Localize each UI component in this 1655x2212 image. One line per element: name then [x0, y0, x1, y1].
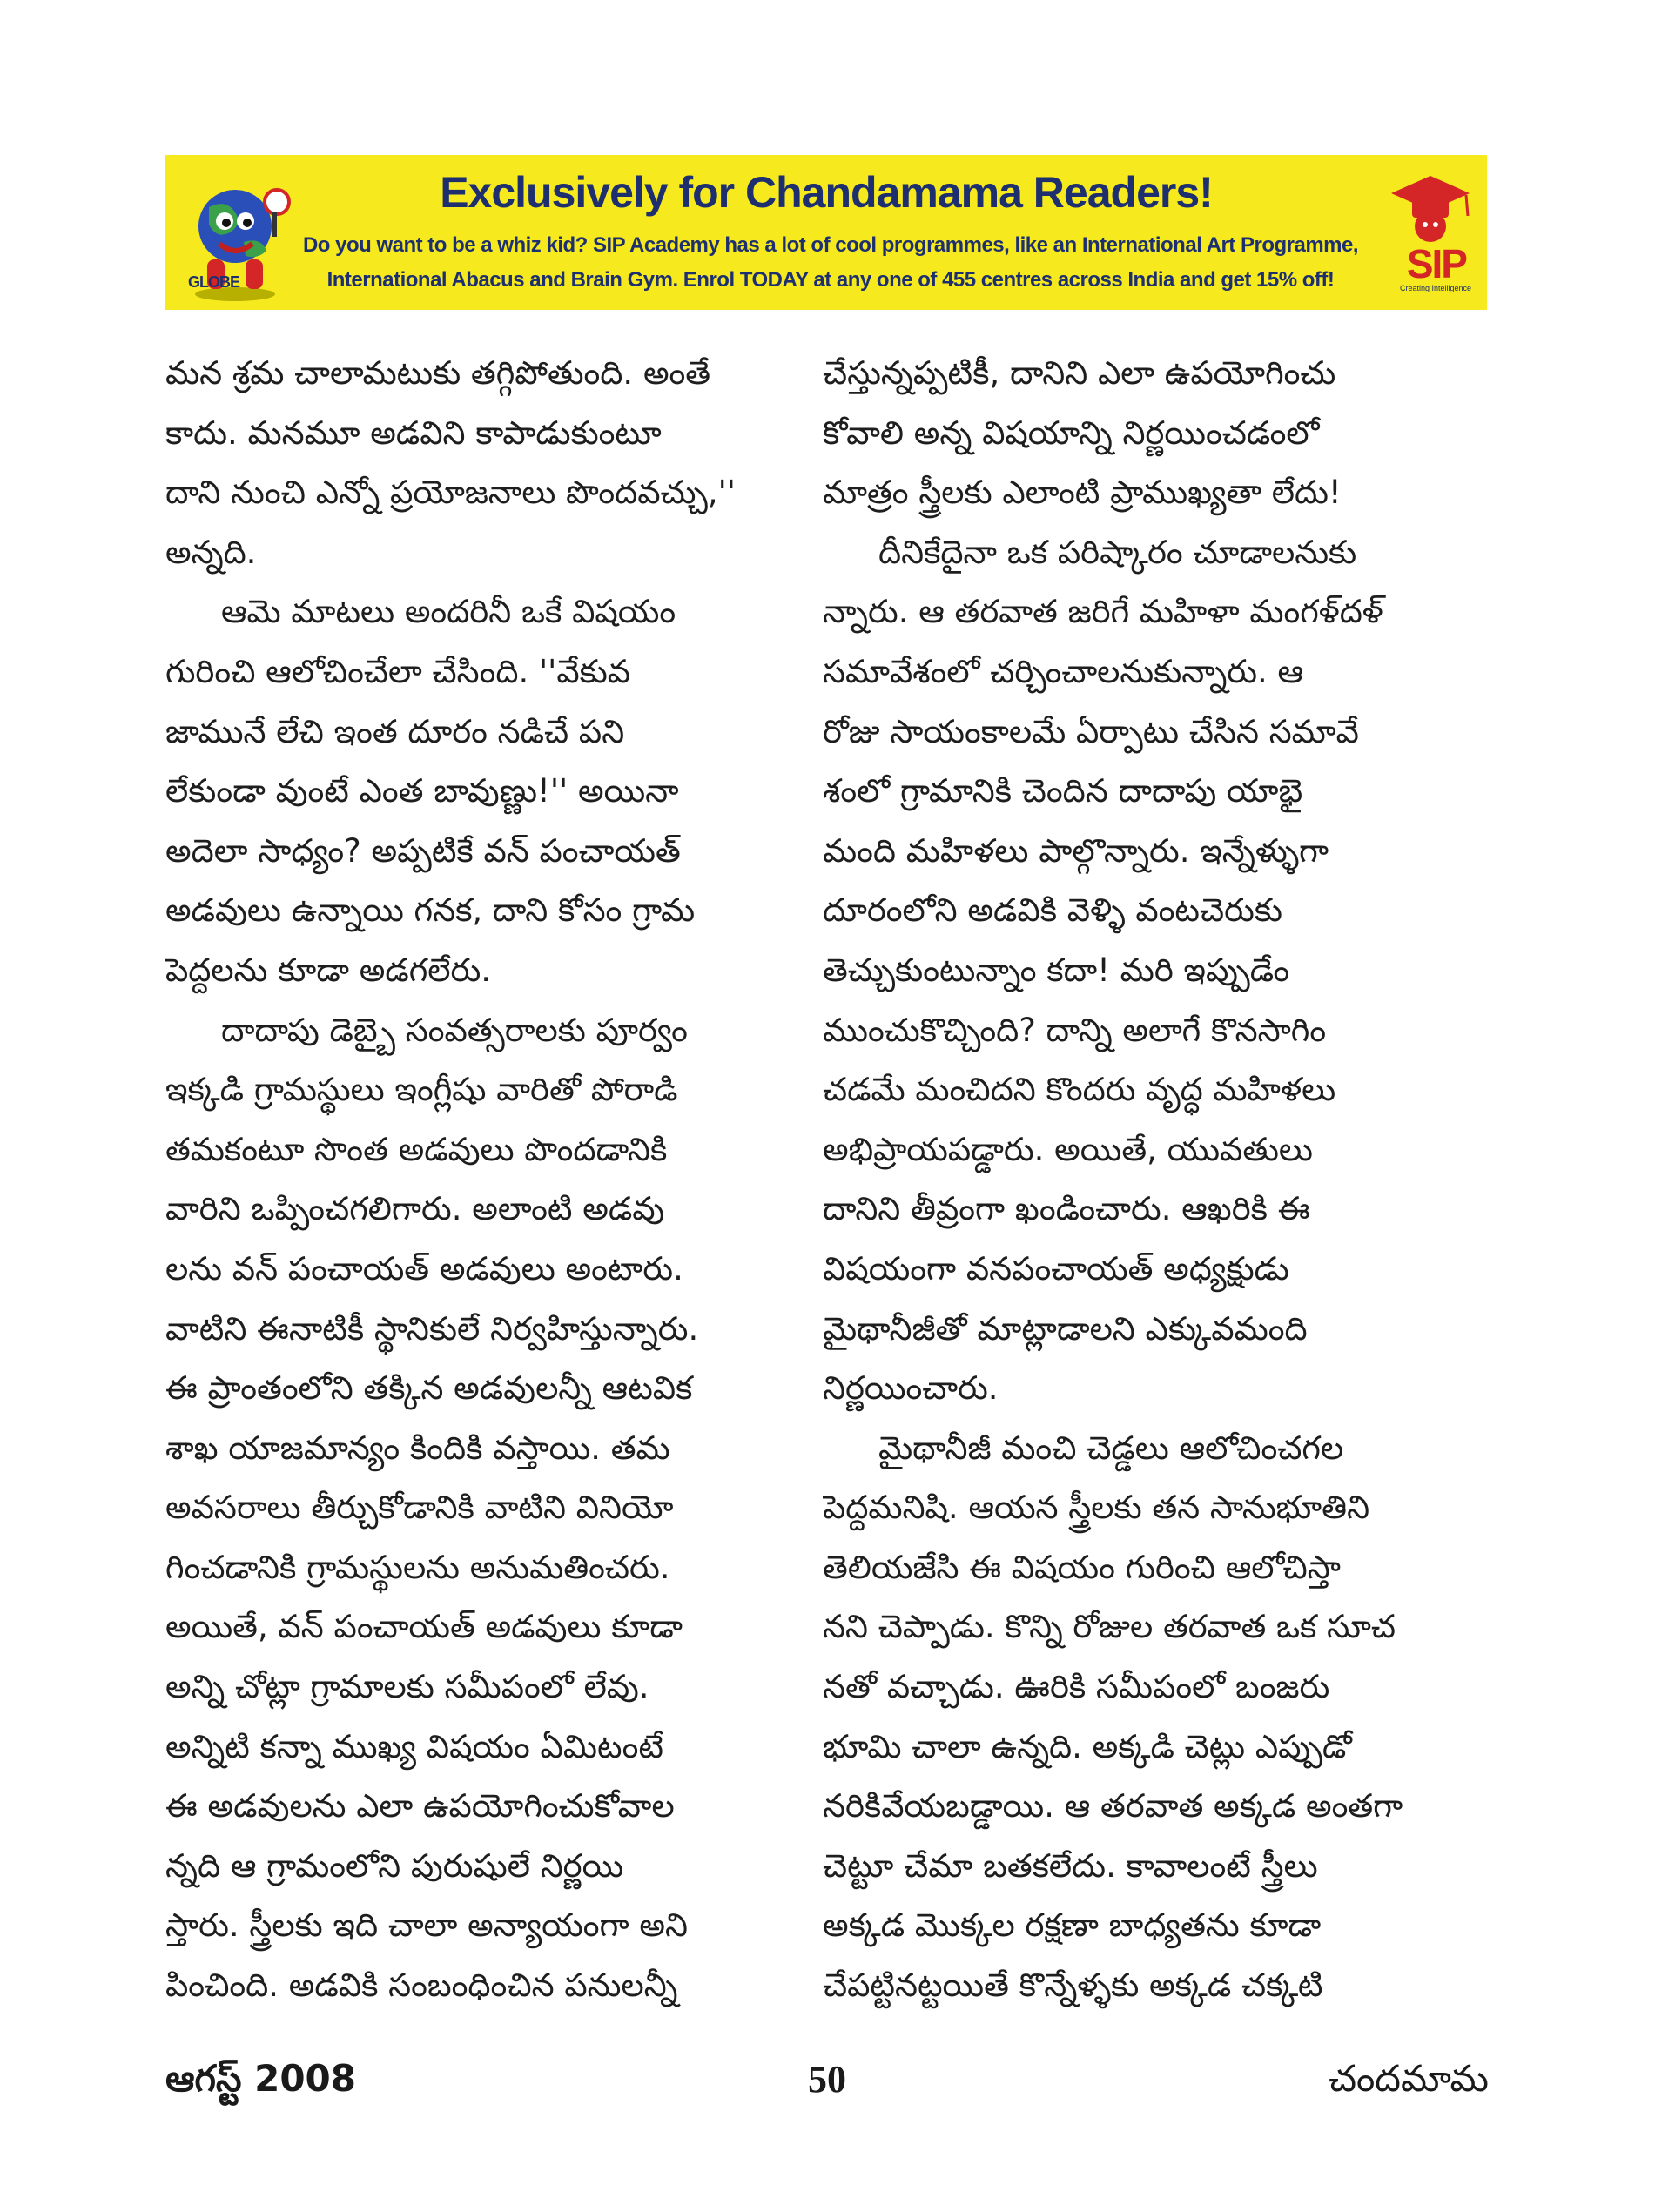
text-line: వాటిని ఈనాటికీ స్థానికులే నిర్వహిస్తున్నారు. — [165, 1309, 699, 1348]
text-line: నని చెప్పాడు. కొన్ని రోజుల తరవాత ఒక సూచ — [823, 1608, 1396, 1646]
text-line: అక్కడ మొక్కల రక్షణా బాధ్యతను కూడా — [823, 1906, 1322, 1945]
text-line: స్తారు. స్త్రీలకు ఇది చాలా అన్యాయంగా అని — [165, 1906, 688, 1945]
paragraph-start-line: దీనికేదైనా ఒక పరిష్కారం చూడాలనుకు — [878, 533, 1357, 571]
text-line: చడమే మంచిదని కొందరు వృద్ధ మహిళలు — [823, 1071, 1336, 1109]
text-line: లేకుండా వుంటే ఎంత బావుణ్ణు!'' అయినా — [165, 772, 679, 810]
text-line: గురించి ఆలోచించేలా చేసింది. ''వేకువ — [165, 652, 631, 690]
text-line: పించింది. అడవికి సంబంధించిన పనులన్నీ — [165, 1967, 678, 2005]
paragraph-start-line: దాదాపు డెబ్బై సంవత్సరాలకు పూర్వం — [221, 1011, 688, 1049]
text-line: దానిని తీవ్రంగా ఖండించారు. ఆఖరికి ఈ — [823, 1190, 1310, 1228]
issue-date: ఆగస్ట్ 2008 — [165, 2057, 357, 2100]
page-footer — [165, 2057, 1489, 2118]
text-line: అన్ని చోట్లా గ్రామాలకు సమీపంలో లేవు. — [165, 1668, 649, 1706]
paragraph-start-line: మైథానీజీ మంచి చెడ్డలు ఆలోచించగల — [878, 1429, 1344, 1467]
text-line: మంది మహిళలు పాల్గొన్నారు. ఇన్నేళ్ళుగా — [823, 831, 1329, 870]
text-line: లను వన్ పంచాయత్ అడవులు అంటారు. — [165, 1249, 683, 1288]
text-line: వారిని ఒప్పించగలిగారు. అలాంటి అడవు — [165, 1190, 665, 1228]
globe-logo-text: GLOBE — [188, 273, 240, 291]
text-line: తమకంటూ సొంత అడవులు పొందడానికి — [165, 1130, 668, 1168]
text-line: దూరంలోని అడవికి వెళ్ళి వంటచెరుకు — [823, 891, 1282, 930]
text-line: మైథానీజీతో మాట్లాడాలని ఎక్కువమంది — [823, 1309, 1308, 1348]
text-line: అడవులు ఉన్నాయి గనక, దాని కోసం గ్రామ — [165, 891, 696, 930]
text-line: తెలియజేసి ఈ విషయం గురించి ఆలోచిస్తా — [823, 1548, 1341, 1586]
text-line: చేపట్టినట్టయితే కొన్నేళ్ళకు అక్కడ చక్కటి — [823, 1967, 1323, 2005]
text-line: మన శ్రమ చాలామటుకు తగ్గిపోతుంది. అంతే — [165, 354, 711, 392]
right-text-column — [823, 344, 1489, 2016]
page-number: 50 — [808, 2058, 846, 2101]
text-line: పెద్దలను కూడా అడగలేరు. — [165, 951, 492, 989]
sip-logo-text: SIP — [1406, 241, 1466, 286]
text-line: న్నది ఆ గ్రామంలోని పురుషులే నిర్ణయి — [165, 1846, 624, 1885]
text-line: నిర్ణయించారు. — [823, 1369, 999, 1408]
text-line: అన్నిటి కన్నా ముఖ్య విషయం ఏమిటంటే — [165, 1727, 663, 1765]
text-line: నతో వచ్చాడు. ఊరికి సమీపంలో బంజరు — [823, 1668, 1330, 1706]
text-line: శంలో గ్రామానికి చెందిన దాదాపు యాభై — [823, 772, 1303, 810]
text-line: ఈ అడవులను ఎలా ఉపయోగించుకోవాల — [165, 1787, 675, 1825]
banner-text-line: Do you want to be a whiz kid? SIP Academy has a lot of cool programmes, like an International Art Programme, — [302, 233, 1359, 257]
text-line: దాని నుంచి ఎన్నో ప్రయోజనాలు పొందవచ్చు,'' — [165, 474, 736, 512]
text-line: పెద్దమనిషి. ఆయన స్త్రీలకు తన సానుభూతిని — [823, 1489, 1370, 1527]
text-line: కాదు. మనమూ అడవిని కాపాడుకుంటూ — [165, 413, 662, 452]
text-line: అభిప్రాయపడ్డారు. అయితే, యువతులు — [823, 1130, 1313, 1168]
text-line: అదెలా సాధ్యం? అప్పటికే వన్ పంచాయత్ — [165, 831, 681, 870]
text-line: ముంచుకొచ్చింది? దాన్ని అలాగే కొనసాగిం — [823, 1011, 1327, 1049]
text-line: రోజు సాయంకాలమే ఏర్పాటు చేసిన సమావే — [823, 712, 1359, 750]
text-line: విషయంగా వనపంచాయత్ అధ్యక్షుడు — [823, 1249, 1289, 1288]
text-line: తెచ్చుకుంటున్నాం కదా! మరి ఇప్పుడేం — [823, 951, 1290, 989]
text-line: చేస్తున్నప్పటికీ, దానిని ఎలా ఉపయోగించు — [823, 354, 1336, 392]
text-line: చెట్టూ చేమా బతకలేదు. కావాలంటే స్త్రీలు — [823, 1846, 1318, 1885]
banner-text-line: International Abacus and Brain Gym. Enrol TODAY at any one of 455 centres across India and get 15% off! — [326, 268, 1335, 292]
text-line: కోవాలి అన్న విషయాన్ని నిర్ణయించడంలో — [823, 413, 1320, 452]
text-line: మాత్రం స్త్రీలకు ఎలాంటి ప్రాముఖ్యతా లేదు! — [823, 474, 1342, 512]
paragraph-start-line: ఆమె మాటలు అందరినీ ఒకే విషయం — [221, 593, 676, 631]
text-line: భూమి చాలా ఉన్నది. అక్కడి చెట్లు ఎప్పుడో — [823, 1727, 1352, 1765]
text-line: అవసరాలు తీర్చుకోడానికి వాటిని వినియో — [165, 1489, 674, 1527]
text-line: గించడానికి గ్రామస్థులను అనుమతించరు. — [165, 1548, 670, 1586]
text-line: సమావేశంలో చర్చించాలనుకున్నారు. ఆ — [823, 652, 1304, 690]
text-line: ఇక్కడి గ్రామస్థులు ఇంగ్లీషు వారితో పోరాడి — [165, 1071, 678, 1109]
text-line: నరికివేయబడ్డాయి. ఆ తరవాత అక్కడ అంతగా — [823, 1787, 1403, 1825]
advertisement-banner[interactable] — [165, 155, 1487, 310]
sip-tagline: Creating Intelligence — [1399, 284, 1472, 292]
text-line: జామునే లేచి ఇంత దూరం నడిచే పని — [165, 712, 625, 750]
text-line: అన్నది. — [165, 533, 257, 571]
text-line: అయితే, వన్ పంచాయత్ అడవులు కూడా — [165, 1608, 683, 1646]
banner-text — [296, 228, 1365, 298]
text-line: న్నారు. ఆ తరవాత జరిగే మహిళా మంగళ్‌దళ్ — [823, 593, 1383, 631]
left-text-column — [165, 344, 831, 2016]
banner-title: Exclusively for Chandamama Readers! — [440, 168, 1213, 217]
text-line: ఈ ప్రాంతంలోని తక్కిన అడవులన్నీ ఆటవిక — [165, 1369, 693, 1408]
magazine-name: చందమామ — [1329, 2057, 1489, 2100]
text-line: శాఖ యాజమాన్యం కిందికి వస్తాయి. తమ — [165, 1429, 670, 1467]
